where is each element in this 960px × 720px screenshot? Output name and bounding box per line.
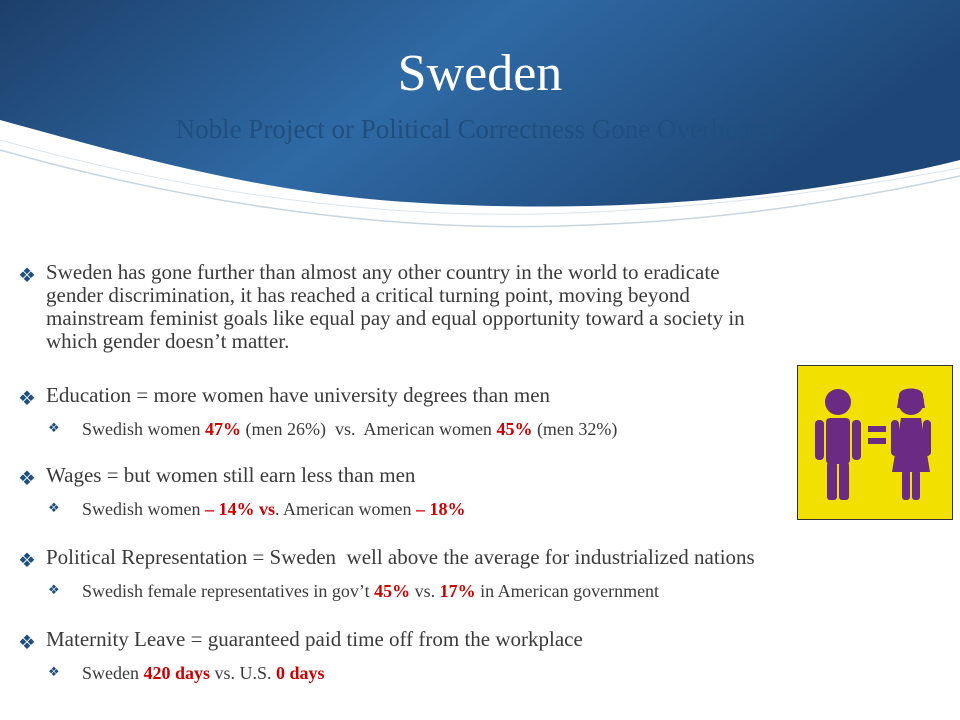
political-subbullet: Swedish female representatives in gov’t 45% vs. 17% in American government: [82, 581, 660, 601]
man-equals-woman-icon: [797, 365, 953, 520]
intro-line-1: Sweden has gone further than almost any other country in the world to eradicate: [46, 260, 720, 284]
intro-line-4: which gender doesn’t matter.: [46, 329, 290, 353]
header-banner: [0, 0, 960, 230]
diamond-bullet-icon: ❖: [18, 548, 36, 572]
education-bullet: Education = more women have university degrees than men: [46, 383, 551, 407]
intro-line-3: mainstream feminist goals like equal pay and equal opportunity toward a society in: [46, 306, 745, 330]
intro-line-2: gender discrimination, it has reached a critical turning point, moving beyond: [46, 283, 690, 307]
wages-subbullet: Swedish women – 14% vs. American women – 18%: [82, 499, 466, 519]
diamond-bullet-icon: ❖: [48, 583, 60, 598]
diamond-bullet-icon: ❖: [18, 630, 36, 654]
diamond-bullet-icon: ❖: [48, 665, 60, 680]
education-subbullet: Swedish women 47% (men 26%) vs. American women 45% (men 32%): [82, 419, 618, 439]
slide-subtitle: Noble Project or Political Correctness Gone Overboard?: [175, 114, 785, 144]
diamond-bullet-icon: ❖: [18, 466, 36, 490]
diamond-bullet-icon: ❖: [18, 386, 36, 410]
maternity-bullet: Maternity Leave = guaranteed paid time off from the workplace: [46, 627, 583, 651]
wages-bullet: Wages = but women still earn less than men: [46, 463, 416, 487]
diamond-bullet-icon: ❖: [48, 501, 60, 516]
slide-title: Sweden: [397, 45, 563, 102]
political-bullet: Political Representation = Sweden well above the average for industrialized nations: [46, 545, 755, 569]
diamond-bullet-icon: ❖: [48, 421, 60, 436]
maternity-subbullet: Sweden 420 days vs. U.S. 0 days: [82, 663, 325, 683]
diamond-bullet-icon: ❖: [18, 263, 36, 287]
